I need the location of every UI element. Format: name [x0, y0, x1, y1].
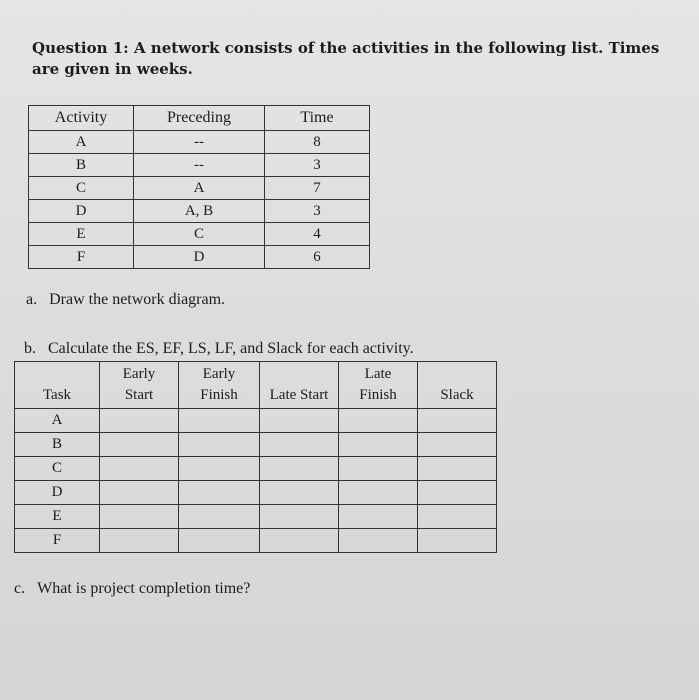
slack-cell — [418, 409, 497, 433]
header-line-1 — [15, 364, 99, 385]
preceding-cell: C — [134, 223, 265, 246]
header-line-2: Finish — [200, 387, 238, 403]
part-b — [24, 340, 414, 358]
slack-cell — [418, 505, 497, 529]
late-finish-cell — [339, 481, 418, 505]
part-c-label: c. — [14, 580, 26, 597]
slack-cell — [418, 481, 497, 505]
task-header — [15, 362, 100, 409]
late-finish-cell — [339, 529, 418, 553]
activity-cell: F — [29, 246, 134, 269]
late-start-cell — [260, 409, 339, 433]
preceding-cell: A, B — [134, 200, 265, 223]
early-finish-cell — [179, 529, 260, 553]
late-start-cell — [260, 481, 339, 505]
part-a-text: Draw the network diagram. — [49, 291, 226, 308]
time-cell: 6 — [265, 246, 370, 269]
activity-cell: D — [29, 200, 134, 223]
early-start-cell — [100, 481, 179, 505]
task-cell: B — [15, 433, 100, 457]
question-label: Question 1: — [32, 39, 129, 57]
table-row — [15, 505, 497, 529]
slack-cell — [418, 433, 497, 457]
task-cell: E — [15, 505, 100, 529]
table-row — [29, 177, 370, 200]
task-cell: F — [15, 529, 100, 553]
activity-header: Activity — [29, 106, 134, 131]
header-line-1: Early — [122, 366, 156, 382]
table-row — [15, 529, 497, 553]
time-cell: 4 — [265, 223, 370, 246]
early-start-cell — [100, 433, 179, 457]
slack-cell — [418, 529, 497, 553]
time-cell: 3 — [265, 154, 370, 177]
late-start-header — [260, 362, 339, 409]
header-line-1 — [260, 364, 338, 385]
schedule-table — [14, 361, 497, 553]
header-line-2: Start — [124, 387, 154, 403]
early-finish-cell — [179, 481, 260, 505]
table-row — [15, 481, 497, 505]
early-finish-cell — [179, 409, 260, 433]
late-start-cell — [260, 433, 339, 457]
header-line-1: Late — [364, 366, 392, 382]
time-cell: 8 — [265, 131, 370, 154]
preceding-header: Preceding — [134, 106, 265, 131]
task-cell: A — [15, 409, 100, 433]
preceding-cell: -- — [134, 154, 265, 177]
table-row — [29, 200, 370, 223]
early-finish-cell — [179, 457, 260, 481]
late-start-cell — [260, 505, 339, 529]
header-line-1 — [418, 364, 496, 385]
activity-table — [28, 105, 370, 269]
late-finish-cell — [339, 409, 418, 433]
activity-cell: E — [29, 223, 134, 246]
late-finish-cell — [339, 505, 418, 529]
question-1 — [32, 38, 682, 80]
table-row — [15, 409, 497, 433]
early-start-header — [100, 362, 179, 409]
header-line-2: Slack — [440, 387, 474, 403]
early-finish-cell — [179, 433, 260, 457]
header-line-2: Finish — [359, 387, 397, 403]
activity-cell: B — [29, 154, 134, 177]
part-a — [26, 291, 225, 309]
late-start-cell — [260, 457, 339, 481]
schedule-table-header-row — [15, 362, 497, 409]
late-finish-header — [339, 362, 418, 409]
early-start-cell — [100, 409, 179, 433]
part-c-text: What is project completion time? — [37, 580, 251, 597]
part-b-label: b. — [24, 340, 36, 357]
early-start-cell — [100, 457, 179, 481]
late-finish-cell — [339, 457, 418, 481]
task-cell: D — [15, 481, 100, 505]
preceding-cell: D — [134, 246, 265, 269]
part-c — [14, 580, 250, 598]
table-row — [29, 246, 370, 269]
table-row — [29, 131, 370, 154]
table-row — [29, 223, 370, 246]
table-row — [15, 433, 497, 457]
late-finish-cell — [339, 433, 418, 457]
header-line-1: Early — [202, 366, 236, 382]
activity-cell: C — [29, 177, 134, 200]
part-a-label: a. — [26, 291, 38, 308]
early-finish-header — [179, 362, 260, 409]
header-line-2: Late Start — [269, 387, 329, 403]
table-row — [15, 457, 497, 481]
activity-table-header-row — [29, 106, 370, 131]
time-header: Time — [265, 106, 370, 131]
time-cell: 3 — [265, 200, 370, 223]
header-line-2: Task — [42, 387, 72, 403]
late-start-cell — [260, 529, 339, 553]
slack-header — [418, 362, 497, 409]
preceding-cell: A — [134, 177, 265, 200]
early-start-cell — [100, 505, 179, 529]
early-start-cell — [100, 529, 179, 553]
question-text: A network consists of the activities in the following list. Times are given in weeks. — [32, 39, 660, 78]
activity-cell: A — [29, 131, 134, 154]
time-cell: 7 — [265, 177, 370, 200]
part-b-text: Calculate the ES, EF, LS, LF, and Slack for each activity. — [48, 340, 414, 357]
early-finish-cell — [179, 505, 260, 529]
slack-cell — [418, 457, 497, 481]
preceding-cell: -- — [134, 131, 265, 154]
table-row — [29, 154, 370, 177]
task-cell: C — [15, 457, 100, 481]
